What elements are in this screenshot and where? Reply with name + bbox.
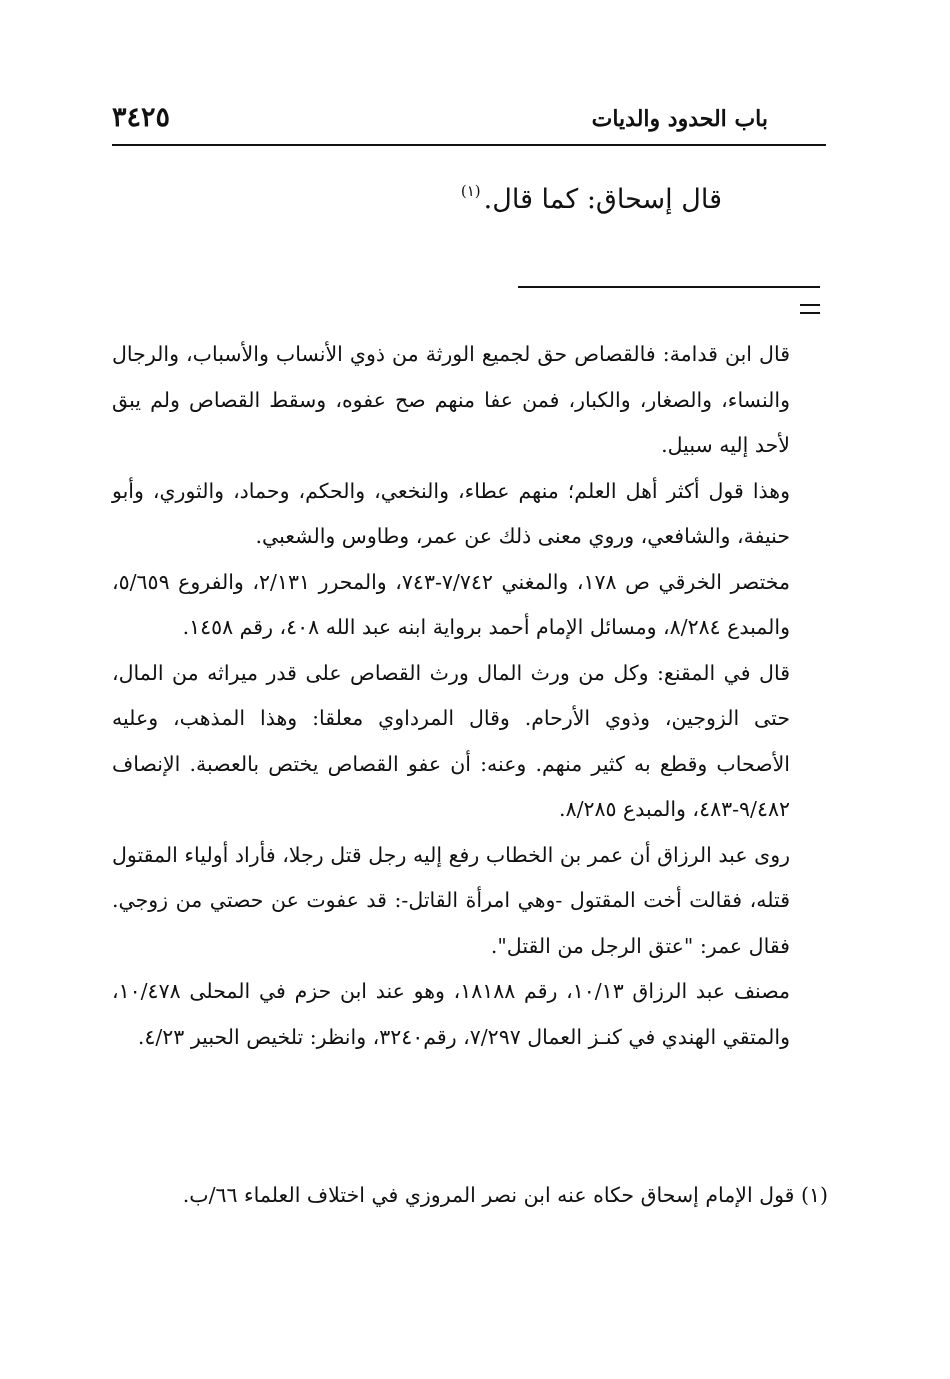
footnote: (١) قول الإمام إسحاق حكاه عنه ابن نصر المروزي في اختلاف العلماء ٦٦/ب. xyxy=(182,1183,828,1207)
main-text xyxy=(461,182,722,215)
note-paragraph: وهذا قول أكثر أهل العلم؛ منهم عطاء، والنخعي، والحكم، وحماد، والثوري، وأبو حنيفة، والشافعي، وروي معنى ذلك عن عمر، وطاوس والشعبي. xyxy=(112,478,790,548)
footnote-reference: (١) xyxy=(460,182,481,200)
header-rule xyxy=(112,144,826,146)
running-title: باب الحدود والديات xyxy=(591,106,768,132)
note-paragraph: قال ابن قدامة: فالقصاص حق لجميع الورثة من ذوي الأنساب والأسباب، والرجال والنساء، والصغار، والكبار، فمن عفا منهم صح عفوه، وسقط القصاص ولم يبق لأحد إليه سبيل. xyxy=(112,342,790,457)
page-header xyxy=(112,102,826,142)
separator-line xyxy=(518,286,820,288)
continuation-mark xyxy=(800,304,820,320)
note-paragraph: قال في المقنع: وكل من ورث المال ورث القصاص على قدر ميراثه من المال، حتى الزوجين، وذوي الأرحام. وقال المرداوي معلقا: وهذا المذهب، وعليه الأصحاب وقطع به كثير منهم. وعنه: أن عفو القصاص يختص بالعصبة. الإنصاف ٩/٤٨٢-٤٨٣، والمبدع ٨/٢٨٥. xyxy=(112,660,790,821)
page-number: ٣٤٢٥ xyxy=(112,102,171,133)
note-paragraph: مصنف عبد الرزاق ١٠/١٣، رقم ١٨١٨٨، وهو عند ابن حزم في المحلى ١٠/٤٧٨، والمتقي الهندي في كنـز العمال ٧/٢٩٧، رقم٣٢٤٠، وانظر: تلخيص الحبير ٤/٢٣. xyxy=(112,979,790,1049)
note-paragraph: مختصر الخرقي ص ١٧٨، والمغني ٧/٧٤٢-٧٤٣، والمحرر ٢/١٣١، والفروع ٥/٦٥٩، والمبدع ٨/٢٨٤، ومسائل الإمام أحمد برواية ابنه عبد الله ٤٠٨، رقم ١٤٥٨. xyxy=(112,569,790,639)
margin-notes xyxy=(112,332,790,1060)
note-paragraph: روى عبد الرزاق أن عمر بن الخطاب رفع إليه رجل قتل رجلا، فأراد أولياء المقتول قتله، فقالت أخت المقتول -وهي امرأة القاتل-: قد عفوت عن حصتي من زوجي. فقال عمر: "عتق الرجل من القتل". xyxy=(112,842,790,958)
main-statement: قال إسحاق: كما قال. xyxy=(483,184,722,215)
